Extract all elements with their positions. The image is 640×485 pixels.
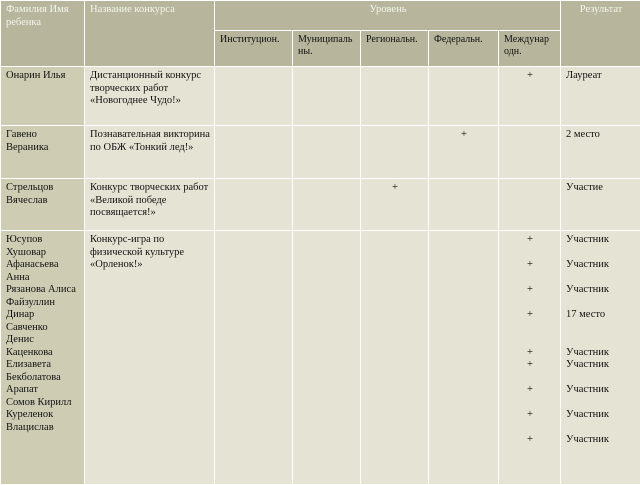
child-name: Куреленок (6, 409, 80, 422)
result: Участник (566, 409, 636, 422)
level-mark: + (504, 409, 556, 422)
child-names-cell (1, 231, 85, 485)
level-mark-cell: + (499, 67, 561, 126)
header-level-international: Междунар одн. (499, 30, 561, 66)
level-cell (499, 126, 561, 179)
child-name: Анна (6, 272, 80, 285)
child-name: Юсупов (6, 234, 80, 247)
level-cell (215, 67, 293, 126)
result: Участник (566, 284, 636, 297)
level-mark: + (504, 284, 556, 297)
child-name: Савченко (6, 322, 80, 335)
level-cell (293, 231, 361, 485)
level-cell (361, 67, 429, 126)
contest-cell: Дистанционный конкурс творческих работ «Новогоднее Чудо!» (85, 67, 215, 126)
table-row (1, 179, 640, 231)
level-cell (499, 179, 561, 231)
result: Участник (566, 259, 636, 272)
level-mark-cell: + (361, 179, 429, 231)
child-name: Хушовар (6, 247, 80, 260)
level-mark-cell: + (429, 126, 499, 179)
header-level-regional: Региональн. (361, 30, 429, 66)
child-name: Рязанова Алиса (6, 284, 80, 297)
child-name-cell: Гавено Вераника (1, 126, 85, 179)
level-mark: + (504, 384, 556, 397)
header-level-municipal: Муниципаль ны. (293, 30, 361, 66)
result: Участник (566, 347, 636, 360)
level-cell (361, 231, 429, 485)
result-cell: Лауреат (561, 67, 640, 126)
child-name: Файзуллин (6, 297, 80, 310)
child-name: Елизавета (6, 359, 80, 372)
level-cell (429, 231, 499, 485)
level-cell (293, 126, 361, 179)
level-cell (215, 126, 293, 179)
level-cell (215, 179, 293, 231)
result: Участник (566, 234, 636, 247)
table-row (1, 67, 640, 126)
child-name: Арапат (6, 384, 80, 397)
result: Участник (566, 434, 636, 447)
level-mark: + (504, 309, 556, 322)
child-name: Динар (6, 309, 80, 322)
level-cell (293, 179, 361, 231)
header-level-institutional: Институцион. (215, 30, 293, 66)
level-cell (429, 179, 499, 231)
child-name: Сомов Кирилл (6, 397, 80, 410)
level-mark: + (504, 259, 556, 272)
result-cell: Участие (561, 179, 640, 231)
result: Участник (566, 384, 636, 397)
table-row (1, 231, 640, 485)
contest-cell: Конкурс творческих работ «Великой победе посвящается!» (85, 179, 215, 231)
level-mark: + (504, 359, 556, 372)
child-name: Бекболатова (6, 372, 80, 385)
level-marks-cell (499, 231, 561, 485)
result: 17 место (566, 309, 636, 322)
header-contest-name: Название конкурса (85, 1, 215, 67)
child-name: Каценкова (6, 347, 80, 360)
child-name-cell: Онарин Илья (1, 67, 85, 126)
child-name-cell: Стрельцов Вячеслав (1, 179, 85, 231)
level-cell (293, 67, 361, 126)
header-level-federal: Федеральн. (429, 30, 499, 66)
table-row (1, 126, 640, 179)
header-result: Результат (561, 1, 640, 67)
level-cell (215, 231, 293, 485)
child-name: Денис (6, 334, 80, 347)
level-cell (361, 126, 429, 179)
contest-cell: Познавательная викторина по ОБЖ «Тонкий лед!» (85, 126, 215, 179)
level-mark: + (504, 347, 556, 360)
header-level: Уровень (215, 1, 561, 31)
result: Участник (566, 359, 636, 372)
level-mark: + (504, 234, 556, 247)
results-cell (561, 231, 640, 485)
result-cell: 2 место (561, 126, 640, 179)
header-child-name: Фамилия Имя ребенка (1, 1, 85, 67)
contest-cell: Конкурс-игра по физической культуре «Орленок!» (85, 231, 215, 485)
child-name: Афанасьева (6, 259, 80, 272)
level-cell (429, 67, 499, 126)
child-name: Влацислав (6, 422, 80, 435)
level-mark: + (504, 434, 556, 447)
